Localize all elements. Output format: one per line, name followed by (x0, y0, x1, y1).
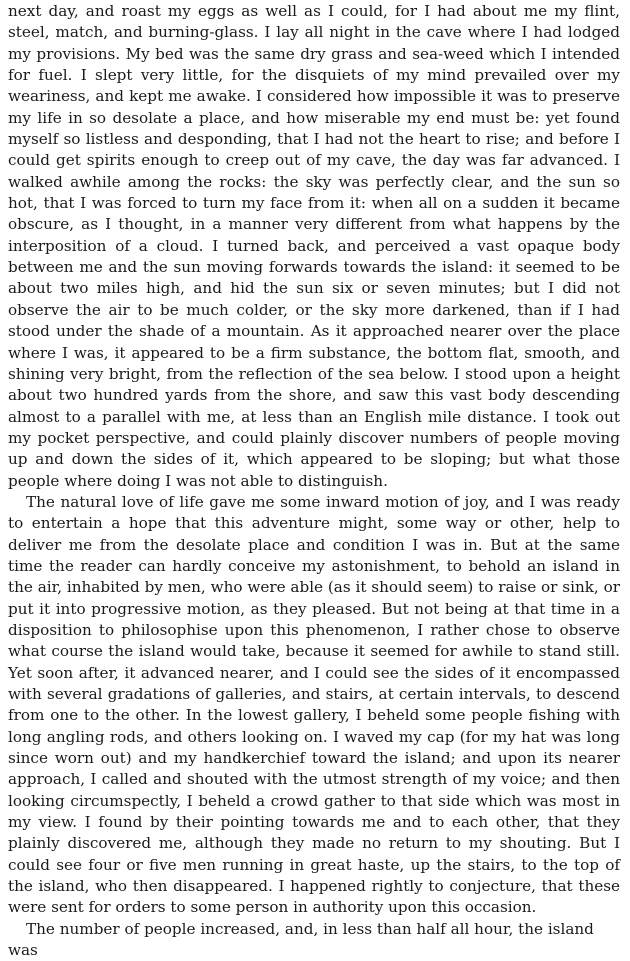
page-body (8, 1, 620, 961)
paragraph-2: The natural love of life gave me some inward motion of joy, and I was ready to entertain a hope that this adventure might, some way or other, help to deliver me from the desolate place and condition I was in. But at the same time the reader can hardly conceive my astonishment, to behold an island in the air, inhabited by men, who were able (as it should seem) to raise or sink, or put it into progressive motion, as they pleased. But not being at that time in a disposition to philosophise upon this phenomenon, I rather chose to observe what course the island would take, because it seemed for awhile to stand still. Yet soon after, it advanced nearer, and I could see the sides of it encompassed with several gradations of galleries, and stairs, at certain intervals, to descend from one to the other. In the lowest gallery, I beheld some people fishing with long angling rods, and others looking on. I waved my cap (for my hat was long since worn out) and my handkerchief toward the island; and upon its nearer approach, I called and shouted with the utmost strength of my voice; and then looking circumspectly, I beheld a crowd gather to that side which was most in my view. I found by their pointing towards me and to each other, that they plainly discovered me, although they made no return to my shouting. But I could see four or five men running in great haste, up the stairs, to the top of the island, who then disappeared. I happened rightly to conjecture, that these were sent for orders to some person in authority upon this occasion. (8, 492, 620, 917)
paragraph-3: The number of people increased, and, in less than half all hour, the island was (8, 919, 594, 960)
paragraph-1: next day, and roast my eggs as well as I could, for I had about me my flint, steel, match, and burning-glass. I lay all night in the cave where I had lodged my provisions. My bed was the same dry grass and sea-weed which I intended for fuel. I slept very little, for the disquiets of my mind prevailed over my weariness, and kept me awake. I considered how impossible it was to preserve my life in so desolate a place, and how miserable my end must be: yet found myself so listless and desponding, that I had not the heart to rise; and before I could get spirits enough to creep out of my cave, the day was far advanced. I walked awhile among the rocks: the sky was perfectly clear, and the sun so hot, that I was forced to turn my face from it: when all on a sudden it became obscure, as I thought, in a manner very different from what happens by the interposition of a cloud. I turned back, and perceived a vast opaque body between me and the sun moving forwards towards the island: it seemed to be about two miles high, and hid the sun six or seven minutes; but I did not observe the air to be much colder, or the sky more darkened, than if I had stood under the shade of a mountain. As it approached nearer over the place where I was, it appeared to be a firm substance, the bottom flat, smooth, and shining very bright, from the reflection of the sea below. I stood upon a height about two hundred yards from the shore, and saw this vast body descending almost to a parallel with me, at less than an English mile distance. I took out my pocket perspective, and could plainly discover numbers of people moving up and down the sides of it, which appeared to be sloping; but what those people where doing I was not able to distinguish. (8, 2, 620, 490)
